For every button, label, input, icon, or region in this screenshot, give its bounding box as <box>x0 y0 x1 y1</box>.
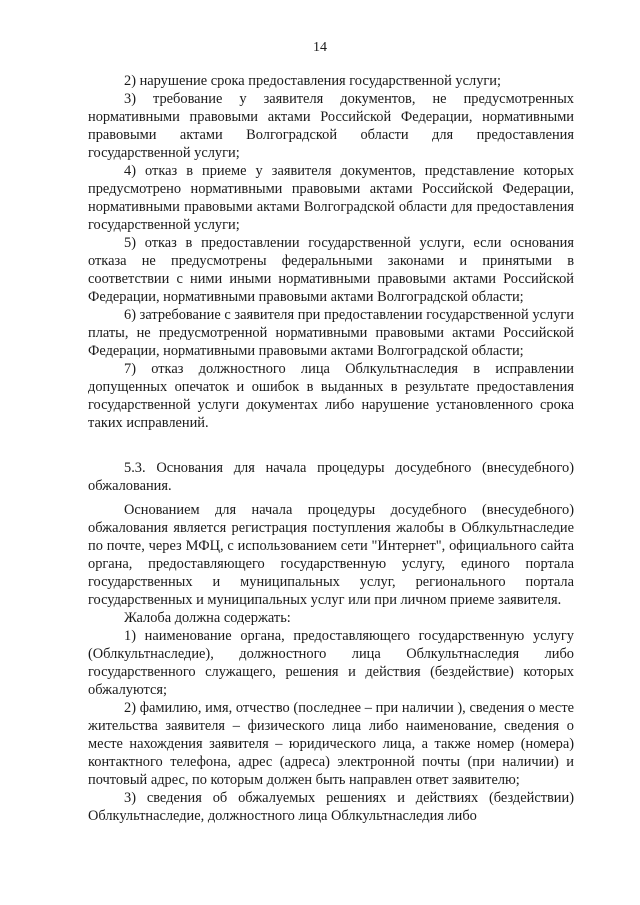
list-item-6-fee-demand: 6) затребование с заявителя при предоставлении государственной услуги платы, не предусмотренной нормативными правовыми актами Российской Федерации, нормативными правовыми актами Волгоградской области; <box>88 307 574 359</box>
section-heading-5-3: 5.3. Основания для начала процедуры досудебного (внесудебного) обжалования. <box>88 460 574 494</box>
complaint-item-1: 1) наименование органа, предоставляющего государственную услугу (Облкультнаследие), должностного лица Облкультнаследия либо государственного служащего, решения и действия (бездействие) которых обжалуются; <box>88 628 574 698</box>
complaint-contents-intro: Жалоба должна содержать: <box>124 610 291 626</box>
complaint-item-3: 3) сведения об обжалуемых решениях и действиях (бездействии) Облкультнаследие, должностного лица Облкультнаследия либо <box>88 790 574 824</box>
list-item-2-deadline-violation: 2) нарушение срока предоставления государственной услуги; <box>124 73 501 89</box>
page-number: 14 <box>313 40 327 55</box>
document-body <box>88 72 574 825</box>
list-item-4-refusal-to-accept: 4) отказ в приеме у заявителя документов, представление которых предусмотрено нормативными правовыми актами Российской Федерации, нормативными правовыми актами Волгоградской области для предоставления государственной услуги; <box>88 163 574 233</box>
complaint-item-2: 2) фамилию, имя, отчество (последнее – при наличии ), сведения о месте жительства заявителя – физического лица либо наименование, сведения о месте нахождения заявителя – юридического лица, а также номер (номера) контактного телефона, адрес (адреса) электронной почты (при наличии) и почтовый адрес, по которым должен быть направлен ответ заявителю; <box>88 700 574 788</box>
appeal-grounds-paragraph: Основанием для начала процедуры досудебного (внесудебного) обжалования является регистрация поступления жалобы в Облкультнаследие по почте, через МФЦ, с использованием сети "Интернет", официального сайта органа, предоставляющего государственную услугу, единого портала государственных и муниципальных услуг, регионального портала государственных и муниципальных услуг или при личном приеме заявителя. <box>88 502 574 608</box>
list-item-3-extra-documents: 3) требование у заявителя документов, не предусмотренных нормативными правовыми актами Российской Федерации, нормативными правовыми актами Волгоградской области для предоставления государственной услуги; <box>88 91 574 161</box>
list-item-5-refusal-of-service: 5) отказ в предоставлении государственной услуги, если основания отказа не предусмотрены федеральными законами и принятыми в соответствии с ними иными нормативными правовыми актами Российской Федерации, нормативными правовыми актами Волгоградской области; <box>88 235 574 305</box>
list-item-7-correction-refusal: 7) отказ должностного лица Облкультнаследия в исправлении допущенных опечаток и ошибок в выданных в результате предоставления государственной услуги документах либо нарушение установленного срока таких исправлений. <box>88 361 574 431</box>
